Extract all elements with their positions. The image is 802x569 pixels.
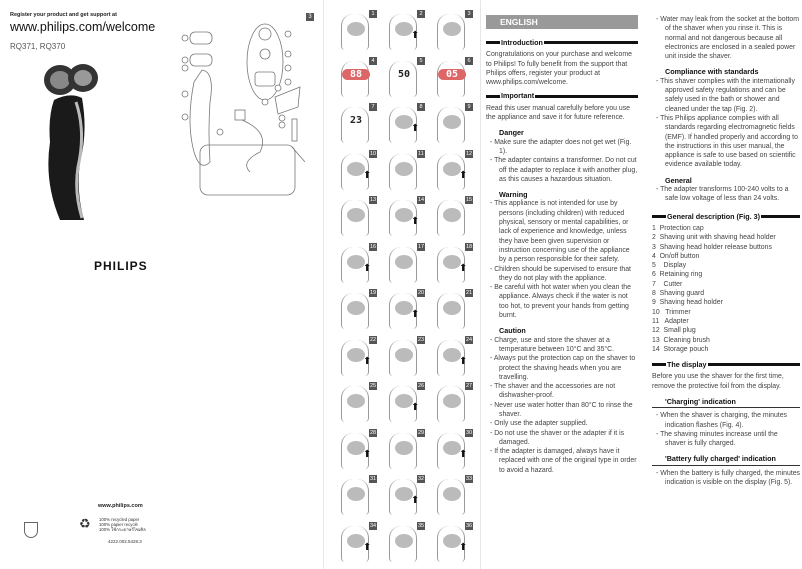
- parts-list-item: 11 Adapter: [652, 317, 689, 325]
- figure-number-badge: 21: [465, 290, 473, 296]
- illustration: [395, 255, 413, 269]
- figure-number-badge: 33: [465, 476, 473, 482]
- illustration: [395, 534, 413, 548]
- arrow-icon: ⬆: [363, 262, 372, 274]
- parts-list: [652, 224, 800, 354]
- figure-26: [381, 380, 427, 425]
- figure-5: [381, 55, 427, 100]
- illustration: [443, 115, 461, 129]
- bullet: - The shaving minutes increase until the shaver is fully charged.: [656, 430, 778, 448]
- figure-31: [333, 473, 379, 518]
- section-heading: General description (Fig. 3): [652, 212, 800, 221]
- figure-1: [333, 8, 379, 53]
- figure-number-badge: 2: [417, 10, 425, 18]
- figure-20: [381, 287, 427, 332]
- arrow-icon: ⬆: [411, 123, 420, 134]
- illustration: [347, 22, 365, 36]
- bullet: - This appliance is not intended for use by persons (including children) with reduced physical, sensory or mental capabilities, or lack of experience and knowledge, unless they have been given supervision or instruction concerning use of the appliance by a person responsible for their safety.: [490, 200, 630, 264]
- display-readout: 88: [342, 69, 370, 80]
- figure-number-badge: 23: [417, 336, 425, 343]
- figure-24: [429, 334, 475, 379]
- figure-25: [333, 380, 379, 425]
- display-readout: 05: [438, 69, 466, 80]
- figure-number-badge: 13: [369, 197, 377, 203]
- display-readout: 23: [349, 115, 363, 126]
- arrow-icon: ⬆: [411, 216, 420, 227]
- parts-list-item: 12 Small plug: [652, 327, 696, 335]
- bullet: - Always put the protection cap on the shaver to protect the shaving heads when you are travelling.: [490, 355, 636, 381]
- figure-21: [429, 287, 475, 332]
- bullet: - Never use water hotter than 80°C to rinse the shaver.: [490, 401, 633, 418]
- figure-number-badge: 25: [369, 383, 377, 389]
- figure-17: [381, 241, 427, 286]
- parts-list-item: 13 Cleaning brush: [652, 336, 710, 344]
- figure-33: [429, 473, 475, 518]
- figure-4: [333, 55, 379, 100]
- illustration: [443, 487, 461, 501]
- figure-number-badge: 20: [417, 290, 425, 296]
- bullet: - When the shaver is charging, the minutes indication flashes (Fig. 4).: [656, 412, 787, 429]
- subheading: Danger: [499, 128, 524, 138]
- bullet: - Charge, use and store the shaver at a temperature between 10°C and 35°C.: [490, 336, 615, 353]
- bullet: - The adapter contains a transformer. Do not cut off the adapter to replace it with another plug, as this causes a hazardous situation.: [490, 157, 638, 183]
- bullet: - This Philips appliance complies with all standards regarding electromagnetic fields (EMF). If handled properly and according to the instructions in this user manual, the appliance is safe to use based on scientific evidence available today.: [656, 114, 798, 169]
- recycle-line: 100% recycled paper: [99, 517, 140, 522]
- parts-list-item: 14 Storage pouch: [652, 345, 709, 353]
- recycled-paper-note: [79, 516, 146, 532]
- document-code: 4222.002.5428.3: [108, 539, 142, 544]
- bullet: - This shaver complies with the internationally approved safety regulations and can be safely used in the bath or shower and cleaned under the tap (Fig. 2).: [656, 77, 795, 113]
- figure-number-badge: 8: [417, 103, 425, 111]
- figure-number-badge: 32: [417, 476, 425, 482]
- philips-crest-logo: [24, 522, 38, 538]
- bullet: - Do not use the shaver or the adapter if it is damaged.: [490, 429, 625, 446]
- figure-27: [429, 380, 475, 425]
- subheading: Warning: [499, 190, 528, 200]
- figure-number-badge: 3: [465, 10, 473, 18]
- illustration: [395, 162, 413, 176]
- figure-9: [429, 101, 475, 146]
- paragraph: Congratulations on your purchase and welcome to Philips! To fully benefit from the support that Philips offers, register your product at www.philips.com/welcome.: [486, 51, 632, 87]
- arrow-icon: ⬆: [459, 169, 468, 181]
- figure-number-badge: 1: [369, 10, 377, 18]
- figure-number-badge: 17: [417, 243, 425, 250]
- figure-number-badge: 29: [417, 429, 425, 436]
- illustration: [443, 22, 461, 36]
- figure-22: [333, 334, 379, 379]
- parts-list-item: 3 Shaving head holder release buttons: [652, 243, 772, 251]
- figure-15: [429, 194, 475, 239]
- figure-number-badge: 35: [417, 522, 425, 529]
- figure-29: [381, 427, 427, 472]
- figure-number-badge: 30: [465, 429, 473, 436]
- parts-list-item: 7 Cutter: [652, 280, 683, 288]
- bullet: - Be careful with hot water when you clean the appliance. Always check if the water is not too hot, to prevent your hands from getting burnt.: [490, 284, 631, 320]
- figure-number-badge: 15: [465, 197, 473, 203]
- arrow-icon: ⬆: [459, 355, 468, 367]
- illustration: [395, 348, 413, 362]
- figure-number-badge: 11: [418, 150, 424, 157]
- figure-number-badge: 26: [417, 383, 425, 389]
- parts-list-item: 4 On/off button: [652, 252, 700, 260]
- subheading: Caution: [499, 326, 526, 336]
- subheading: 'Battery fully charged' indication: [652, 454, 800, 465]
- subheading: 'Charging' indication: [652, 397, 800, 408]
- parts-diagram: [180, 22, 305, 197]
- figure-number-badge: 6: [465, 57, 473, 65]
- figure-number-badge: 7: [369, 103, 377, 111]
- bullet: - Make sure the adapter does not get wet (Fig. 1).: [490, 138, 632, 155]
- figure-number-badge: 18: [465, 243, 473, 250]
- text-column-1: [486, 15, 638, 475]
- figure-23: [381, 334, 427, 379]
- figure-14: [381, 194, 427, 239]
- bullet: - Children should be supervised to ensure that they do not play with the appliance.: [490, 265, 631, 282]
- section-heading: The display: [652, 360, 800, 369]
- recycle-icon: ♻: [79, 516, 91, 531]
- figure-number-badge: 28: [369, 429, 377, 436]
- illustration: [443, 394, 461, 408]
- figure-number-badge: 10: [369, 150, 377, 157]
- shaver-photo: [40, 62, 100, 222]
- figure-number-badge: 31: [369, 476, 377, 482]
- text-column-2: [652, 15, 800, 487]
- figure-18: [429, 241, 475, 286]
- arrow-icon: ⬆: [363, 169, 372, 181]
- arrow-icon: ⬆: [411, 30, 420, 41]
- recycle-line: 100% papier recyclé: [99, 522, 138, 527]
- philips-website: www.philips.com: [98, 503, 143, 509]
- figure-32: [381, 473, 427, 518]
- bullet: - Only use the adapter supplied.: [490, 420, 588, 428]
- figure-grid: [333, 8, 477, 566]
- page-fold: [323, 0, 324, 569]
- figure-number-badge: 36: [465, 522, 473, 529]
- parts-list-item: 2 Shaving unit with shaving head holder: [652, 234, 776, 242]
- bullet: - If the adapter is damaged, always have it replaced with one of the original type in order to avoid a hazard.: [490, 448, 637, 474]
- arrow-icon: ⬆: [459, 541, 468, 553]
- section-heading: Important: [486, 91, 638, 100]
- figure-number-badge: 3: [306, 13, 314, 21]
- paragraph: Read this user manual carefully before you use the appliance and save it for future reference.: [486, 104, 631, 122]
- recycle-line: 100% ใช้กระดาษรีไซเคิล: [99, 527, 146, 532]
- bullet: - Water may leak from the socket at the bottom of the shaver when you rinse it. This is normal and not dangerous because all electronics are enclosed in a sealed power unit inside the shaver.: [656, 16, 799, 61]
- figure-number-badge: 22: [369, 336, 377, 343]
- illustration: [347, 394, 365, 408]
- figure-13: [333, 194, 379, 239]
- bullet: - The adapter transforms 100-240 volts to a safe low voltage of less than 24 volts.: [656, 186, 789, 203]
- illustration: [443, 301, 461, 315]
- figure-28: [333, 427, 379, 472]
- figure-number-badge: 5: [417, 57, 425, 65]
- figure-30: [429, 427, 475, 472]
- figure-12: [429, 148, 475, 193]
- parts-list-item: 8 Shaving guard: [652, 290, 705, 298]
- figure-number-badge: 27: [465, 383, 473, 389]
- figure-16: [333, 241, 379, 286]
- parts-list-item: 1 Protection cap: [652, 224, 704, 232]
- figure-number-badge: 4: [369, 57, 377, 65]
- illustration: [347, 301, 365, 315]
- section-heading: Introduction: [486, 38, 638, 47]
- figure-number-badge: 24: [465, 336, 473, 343]
- figure-34: [333, 520, 379, 565]
- parts-list-item: 9 Shaving head holder: [652, 299, 723, 307]
- arrow-icon: ⬆: [411, 402, 420, 413]
- figure-number-badge: 14: [417, 197, 425, 203]
- register-text: Register your product and get support at: [10, 12, 117, 18]
- illustration: [395, 441, 413, 455]
- figure-number-badge: 34: [369, 522, 377, 529]
- parts-list-item: 5 Display: [652, 262, 687, 270]
- arrow-icon: ⬆: [459, 262, 468, 274]
- figure-number-badge: 9: [465, 103, 473, 111]
- figure-number-badge: 12: [465, 150, 473, 157]
- subheading: General: [665, 175, 692, 185]
- parts-list-item: 10 Trimmer: [652, 308, 691, 316]
- display-readout: 50: [397, 68, 411, 80]
- figure-6: [429, 55, 475, 100]
- illustration: [347, 487, 365, 501]
- figure-2: [381, 8, 427, 53]
- figure-number-badge: 16: [369, 243, 377, 250]
- subheading: Compliance with standards: [665, 67, 759, 77]
- figure-7: [333, 101, 379, 146]
- illustration: [443, 208, 461, 222]
- page-fold: [480, 0, 481, 569]
- philips-logo: PHILIPS: [94, 259, 148, 273]
- parts-list-item: 6 Retaining ring: [652, 271, 703, 279]
- figure-11: [381, 148, 427, 193]
- bullet: - When the battery is fully charged, the minutes indication is visible on the display (Fig. 5).: [656, 469, 801, 487]
- arrow-icon: ⬆: [411, 495, 420, 506]
- arrow-icon: ⬆: [363, 448, 372, 460]
- bullet: - The shaver and the accessories are not dishwasher-proof.: [490, 383, 616, 400]
- arrow-icon: ⬆: [459, 448, 468, 460]
- figure-10: [333, 148, 379, 193]
- arrow-icon: ⬆: [363, 355, 372, 367]
- arrow-icon: ⬆: [411, 309, 420, 320]
- figure-number-badge: 19: [369, 290, 377, 296]
- figure-35: [381, 520, 427, 565]
- language-header: ENGLISH: [486, 15, 638, 29]
- figure-8: [381, 101, 427, 146]
- paragraph: Before you use the shaver for the first time, remove the protective foil from the display.: [652, 373, 784, 390]
- figure-36: [429, 520, 475, 565]
- figure-3: [429, 8, 475, 53]
- figure-19: [333, 287, 379, 332]
- welcome-url: www.philips.com/welcome: [10, 20, 156, 34]
- illustration: [347, 208, 365, 222]
- arrow-icon: ⬆: [363, 541, 372, 553]
- model-numbers: RQ371, RQ370: [10, 42, 66, 51]
